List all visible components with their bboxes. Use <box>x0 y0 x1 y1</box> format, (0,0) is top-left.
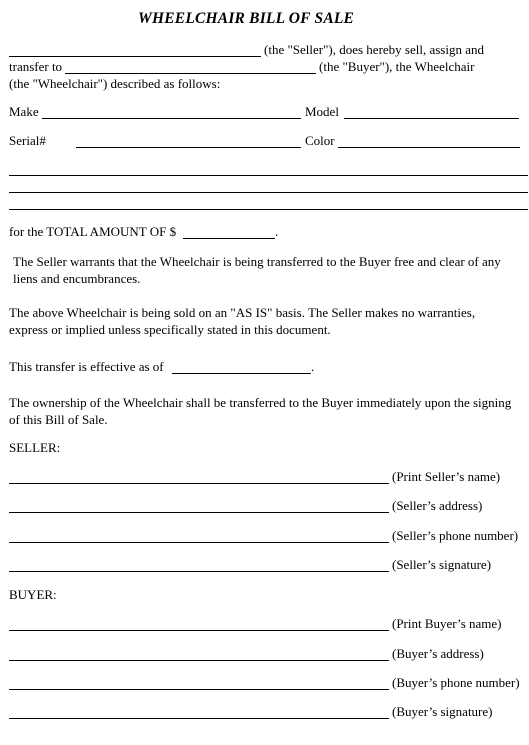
seller-phone-field[interactable] <box>9 542 389 543</box>
buyer-print-name-field[interactable] <box>9 630 389 631</box>
amount-period: . <box>275 224 279 239</box>
buyer-address-field[interactable] <box>9 660 389 661</box>
color-label: Color <box>305 133 335 148</box>
amount-label: for the TOTAL AMOUNT OF $ <box>9 224 177 239</box>
buyer-signature-field[interactable] <box>9 718 389 719</box>
buyer-name-blank[interactable] <box>65 73 316 74</box>
seller-heading: SELLER: <box>9 440 61 455</box>
model-label: Model <box>305 104 339 119</box>
ownership-text-line-1: The ownership of the Wheelchair shall be transferred to the Buyer immediately upon the signing <box>9 395 512 410</box>
warranty-text-line-2: liens and encumbrances. <box>13 271 141 286</box>
serial-field[interactable] <box>76 147 301 148</box>
seller-signature-field[interactable] <box>9 571 389 572</box>
seller-address-label: (Seller’s address) <box>392 498 483 513</box>
seller-print-name-label: (Print Seller’s name) <box>392 469 501 484</box>
buyer-heading: BUYER: <box>9 587 57 602</box>
effective-date-period: . <box>311 359 315 374</box>
amount-field[interactable] <box>183 238 275 239</box>
as-is-text-line-2: express or implied unless specifically stated in this document. <box>9 322 331 337</box>
description-line-3[interactable] <box>9 209 528 210</box>
effective-date-label: This transfer is effective as of <box>9 359 164 374</box>
as-is-text-line-1: The above Wheelchair is being sold on an "AS IS" basis. The Seller makes no warranties, <box>9 305 476 320</box>
wheelchair-clause: (the "Wheelchair") described as follows: <box>9 76 221 91</box>
seller-phone-label: (Seller’s phone number) <box>392 528 519 543</box>
buyer-phone-field[interactable] <box>9 689 389 690</box>
seller-address-field[interactable] <box>9 512 389 513</box>
seller-clause: (the "Seller"), does hereby sell, assign and <box>264 42 484 57</box>
buyer-signature-label: (Buyer’s signature) <box>392 704 493 719</box>
model-field[interactable] <box>344 118 519 119</box>
effective-date-field[interactable] <box>172 373 311 374</box>
seller-signature-label: (Seller’s signature) <box>392 557 492 572</box>
description-line-1[interactable] <box>9 175 528 176</box>
seller-name-blank[interactable] <box>9 56 261 57</box>
warranty-text-line-1: The Seller warrants that the Wheelchair is being transferred to the Buyer free and clear of any <box>13 254 501 269</box>
buyer-clause: (the "Buyer"), the Wheelchair <box>319 59 475 74</box>
description-line-2[interactable] <box>9 192 528 193</box>
document-title: WHEELCHAIR BILL OF SALE <box>138 10 355 27</box>
buyer-print-name-label: (Print Buyer’s name) <box>392 616 502 631</box>
make-label: Make <box>9 104 39 119</box>
buyer-address-label: (Buyer’s address) <box>392 646 484 661</box>
make-field[interactable] <box>42 118 301 119</box>
color-field[interactable] <box>338 147 520 148</box>
transfer-to-label: transfer to <box>9 59 63 74</box>
seller-print-name-field[interactable] <box>9 483 389 484</box>
ownership-text-line-2: of this Bill of Sale. <box>9 412 108 427</box>
serial-label: Serial# <box>9 133 46 148</box>
buyer-phone-label: (Buyer’s phone number) <box>392 675 520 690</box>
